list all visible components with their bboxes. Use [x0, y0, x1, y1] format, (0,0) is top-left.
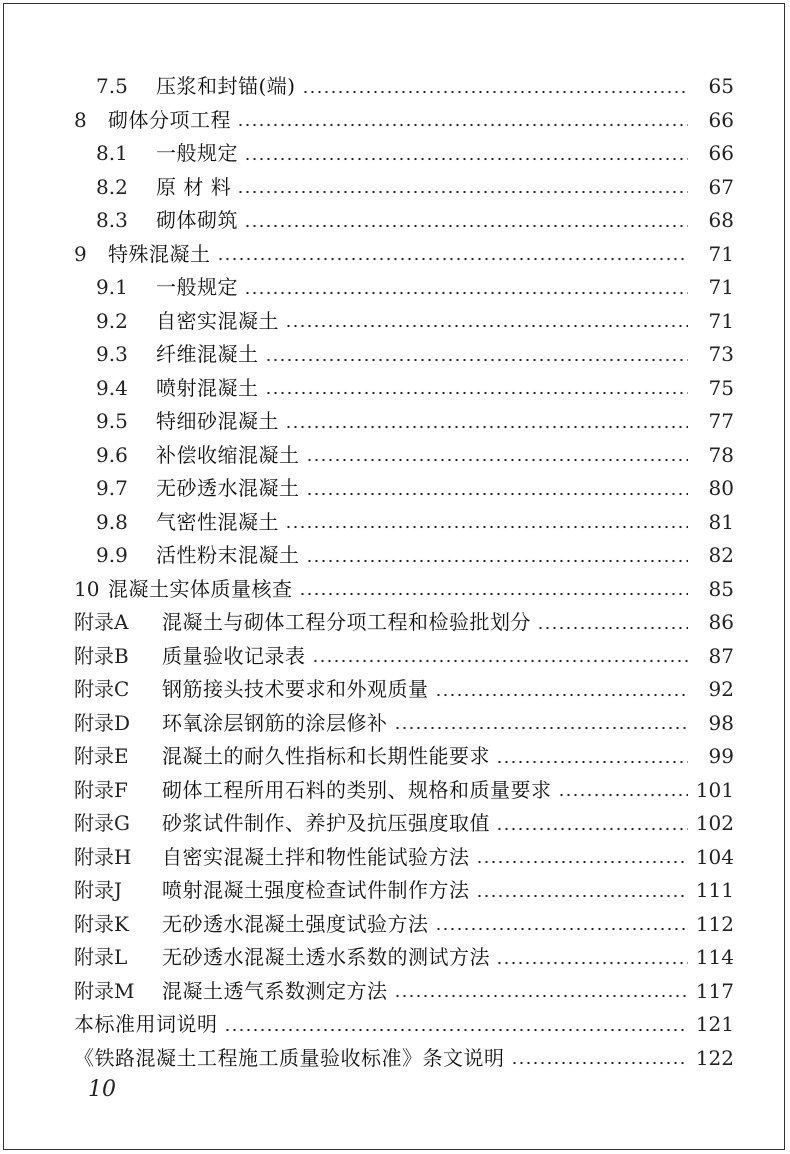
- toc-entry-title: 特细砂混凝土: [156, 409, 279, 433]
- toc-entry-title: 砌体工程所用石料的类别、规格和质量要求: [162, 777, 552, 802]
- toc-entry-number: 9.4: [96, 375, 128, 400]
- toc-entry[interactable]: [74, 338, 734, 372]
- toc-entry-page: 111: [695, 878, 734, 902]
- toc-entry-number: 9.6: [96, 442, 128, 467]
- toc-entry-page: 77: [708, 409, 734, 433]
- dot-leader: [306, 492, 689, 496]
- toc-entry-title: 质量验收记录表: [162, 643, 306, 668]
- dot-leader: [496, 760, 688, 764]
- toc-entry-page: 87: [708, 643, 734, 668]
- toc-entry-title: 喷射混凝土强度检查试件制作方法: [162, 878, 470, 902]
- page-number: 10: [88, 1077, 116, 1102]
- dot-leader: [285, 525, 688, 529]
- toc-entry-page: 85: [708, 576, 734, 601]
- toc-entry-title: 《铁路混凝土工程施工质量验收标准》条文说明: [74, 1045, 505, 1070]
- dot-leader: [476, 860, 689, 864]
- toc-entry-page: 112: [695, 911, 734, 936]
- toc-entry[interactable]: [74, 405, 734, 439]
- toc-entry-number: 9.3: [96, 342, 128, 366]
- toc-entry[interactable]: [74, 372, 734, 406]
- toc-entry-title: 无砂透水混凝土强度试验方法: [162, 911, 429, 936]
- toc-entry-page: 117: [695, 978, 734, 1003]
- dot-leader: [312, 659, 689, 663]
- toc-entry[interactable]: [74, 640, 734, 674]
- toc-entry-title: 补偿收缩混凝土: [156, 442, 300, 467]
- toc-entry[interactable]: [74, 70, 734, 104]
- toc-entry-title: 钢筋接头技术要求和外观质量: [162, 677, 429, 701]
- toc-entry[interactable]: [74, 807, 734, 841]
- toc-entry-page: 68: [708, 208, 734, 232]
- dot-leader: [265, 358, 689, 362]
- toc-entry[interactable]: [74, 271, 734, 305]
- toc-entry-title: 无砂透水混凝土: [156, 476, 300, 500]
- toc-entry-page: 73: [708, 342, 734, 366]
- toc-entry[interactable]: [74, 841, 734, 875]
- toc-entry[interactable]: [74, 874, 734, 908]
- table-of-contents: [74, 70, 734, 1075]
- toc-entry-title: 砌体分项工程: [108, 107, 231, 132]
- toc-entry-number: 9: [74, 241, 87, 266]
- toc-entry-number: 9.8: [96, 509, 128, 534]
- toc-entry[interactable]: [74, 774, 734, 808]
- toc-entry-number: 附录C: [74, 677, 130, 701]
- toc-entry-number: 8.3: [96, 208, 128, 232]
- toc-entry-number: 9.9: [96, 543, 128, 567]
- dot-leader: [511, 1061, 689, 1065]
- dot-leader: [299, 592, 689, 596]
- dot-leader: [306, 559, 689, 563]
- toc-entry[interactable]: [74, 238, 734, 272]
- dot-leader: [302, 90, 688, 94]
- toc-entry-page: 71: [708, 241, 734, 266]
- toc-entry-title: 无砂透水混凝土透水系数的测试方法: [162, 945, 490, 969]
- toc-entry-number: 附录G: [74, 811, 130, 835]
- dot-leader: [476, 894, 689, 898]
- toc-entry[interactable]: [74, 472, 734, 506]
- toc-entry-title: 砂浆试件制作、养护及抗压强度取值: [162, 811, 490, 835]
- toc-entry-title: 砌体砌筑: [156, 208, 238, 232]
- toc-entry-page: 78: [708, 442, 734, 467]
- dot-leader: [244, 291, 688, 295]
- toc-entry-page: 99: [708, 744, 734, 768]
- toc-entry-number: 8.2: [96, 174, 128, 199]
- toc-entry-page: 75: [708, 375, 734, 400]
- toc-entry-title: 一般规定: [156, 275, 238, 299]
- dot-leader: [237, 190, 688, 194]
- toc-entry-number: 附录A: [74, 610, 129, 634]
- toc-entry-number: 7.5: [96, 74, 128, 98]
- dot-leader: [244, 224, 688, 228]
- toc-entry-page: 114: [695, 945, 734, 969]
- toc-entry-page: 101: [695, 777, 734, 802]
- toc-entry-title: 环氧涂层钢筋的涂层修补: [162, 710, 388, 735]
- toc-entry[interactable]: [74, 573, 734, 607]
- dot-leader: [285, 324, 688, 328]
- dot-leader: [435, 693, 689, 697]
- toc-entry[interactable]: [74, 1042, 734, 1076]
- toc-entry-page: 92: [708, 677, 734, 701]
- dot-leader: [224, 1028, 689, 1032]
- toc-entry-title: 喷射混凝土: [156, 375, 259, 400]
- toc-entry-page: 121: [695, 1012, 734, 1036]
- toc-entry-title: 气密性混凝土: [156, 509, 279, 534]
- toc-entry-title: 一般规定: [156, 141, 238, 165]
- toc-entry[interactable]: [74, 707, 734, 741]
- toc-entry[interactable]: [74, 539, 734, 573]
- toc-entry[interactable]: [74, 975, 734, 1009]
- dot-leader: [435, 927, 689, 931]
- toc-entry-page: 66: [708, 107, 734, 132]
- toc-entry-page: 98: [708, 710, 734, 735]
- toc-entry-number: 8.1: [96, 141, 128, 165]
- toc-entry[interactable]: [74, 1008, 734, 1042]
- toc-entry-title: 本标准用词说明: [74, 1012, 218, 1036]
- toc-entry-title: 纤维混凝土: [156, 342, 259, 366]
- dot-leader: [244, 157, 688, 161]
- toc-entry-title: 压浆和封锚(端): [156, 74, 296, 98]
- dot-leader: [537, 626, 688, 630]
- toc-entry-number: 附录M: [74, 978, 135, 1003]
- toc-entry-number: 附录F: [74, 777, 128, 802]
- toc-entry-number: 附录L: [74, 945, 128, 969]
- dot-leader: [394, 726, 689, 730]
- toc-entry-title: 活性粉末混凝土: [156, 543, 300, 567]
- toc-entry-page: 102: [695, 811, 734, 835]
- dot-leader: [496, 961, 688, 965]
- toc-entry-title: 混凝土与砌体工程分项工程和检验批划分: [162, 610, 531, 634]
- toc-entry-title: 自密实混凝土拌和物性能试验方法: [162, 844, 470, 869]
- toc-entry[interactable]: [74, 439, 734, 473]
- toc-entry[interactable]: [74, 941, 734, 975]
- toc-entry-page: 71: [708, 275, 734, 299]
- toc-entry-page: 81: [708, 509, 734, 534]
- toc-entry-title: 混凝土的耐久性指标和长期性能要求: [162, 744, 490, 768]
- toc-entry-number: 附录J: [74, 878, 123, 902]
- toc-entry-title: 特殊混凝土: [108, 241, 211, 266]
- dot-leader: [217, 257, 689, 261]
- toc-entry[interactable]: [74, 740, 734, 774]
- toc-entry-number: 8: [74, 107, 87, 132]
- toc-entry-number: 9.2: [96, 308, 128, 333]
- toc-entry[interactable]: [74, 908, 734, 942]
- toc-entry-title: 混凝土实体质量核查: [108, 576, 293, 601]
- toc-entry-number: 9.1: [96, 275, 128, 299]
- toc-entry-number: 附录E: [74, 744, 129, 768]
- toc-entry-title: 自密实混凝土: [156, 308, 279, 333]
- dot-leader: [285, 425, 688, 429]
- toc-entry[interactable]: [74, 305, 734, 339]
- toc-entry-number: 附录H: [74, 844, 132, 869]
- toc-entry-title: 原 材 料: [156, 174, 232, 199]
- document-page: [3, 3, 785, 1150]
- toc-entry[interactable]: [74, 171, 734, 205]
- toc-entry[interactable]: [74, 104, 734, 138]
- toc-entry-page: 71: [708, 308, 734, 333]
- dot-leader: [394, 994, 689, 998]
- toc-entry-page: 122: [695, 1045, 734, 1070]
- toc-entry-number: 附录D: [74, 710, 131, 735]
- toc-entry[interactable]: [74, 204, 734, 238]
- dot-leader: [265, 391, 689, 395]
- dot-leader: [496, 827, 688, 831]
- toc-entry[interactable]: [74, 606, 734, 640]
- toc-entry[interactable]: [74, 137, 734, 171]
- toc-entry-page: 82: [708, 543, 734, 567]
- dot-leader: [306, 458, 689, 462]
- toc-entry-number: 附录K: [74, 911, 129, 936]
- toc-entry-number: 9.7: [96, 476, 128, 500]
- toc-entry-page: 65: [708, 74, 734, 98]
- toc-entry-number: 10: [74, 576, 100, 601]
- toc-entry-title: 混凝土透气系数测定方法: [162, 978, 388, 1003]
- toc-entry-number: 附录B: [74, 643, 129, 668]
- toc-entry[interactable]: [74, 506, 734, 540]
- toc-entry-page: 80: [708, 476, 734, 500]
- dot-leader: [237, 123, 688, 127]
- toc-entry[interactable]: [74, 673, 734, 707]
- toc-entry-page: 86: [708, 610, 734, 634]
- toc-entry-page: 66: [708, 141, 734, 165]
- dot-leader: [558, 793, 689, 797]
- toc-entry-page: 67: [708, 174, 734, 199]
- toc-entry-page: 104: [695, 844, 734, 869]
- toc-entry-number: 9.5: [96, 409, 128, 433]
